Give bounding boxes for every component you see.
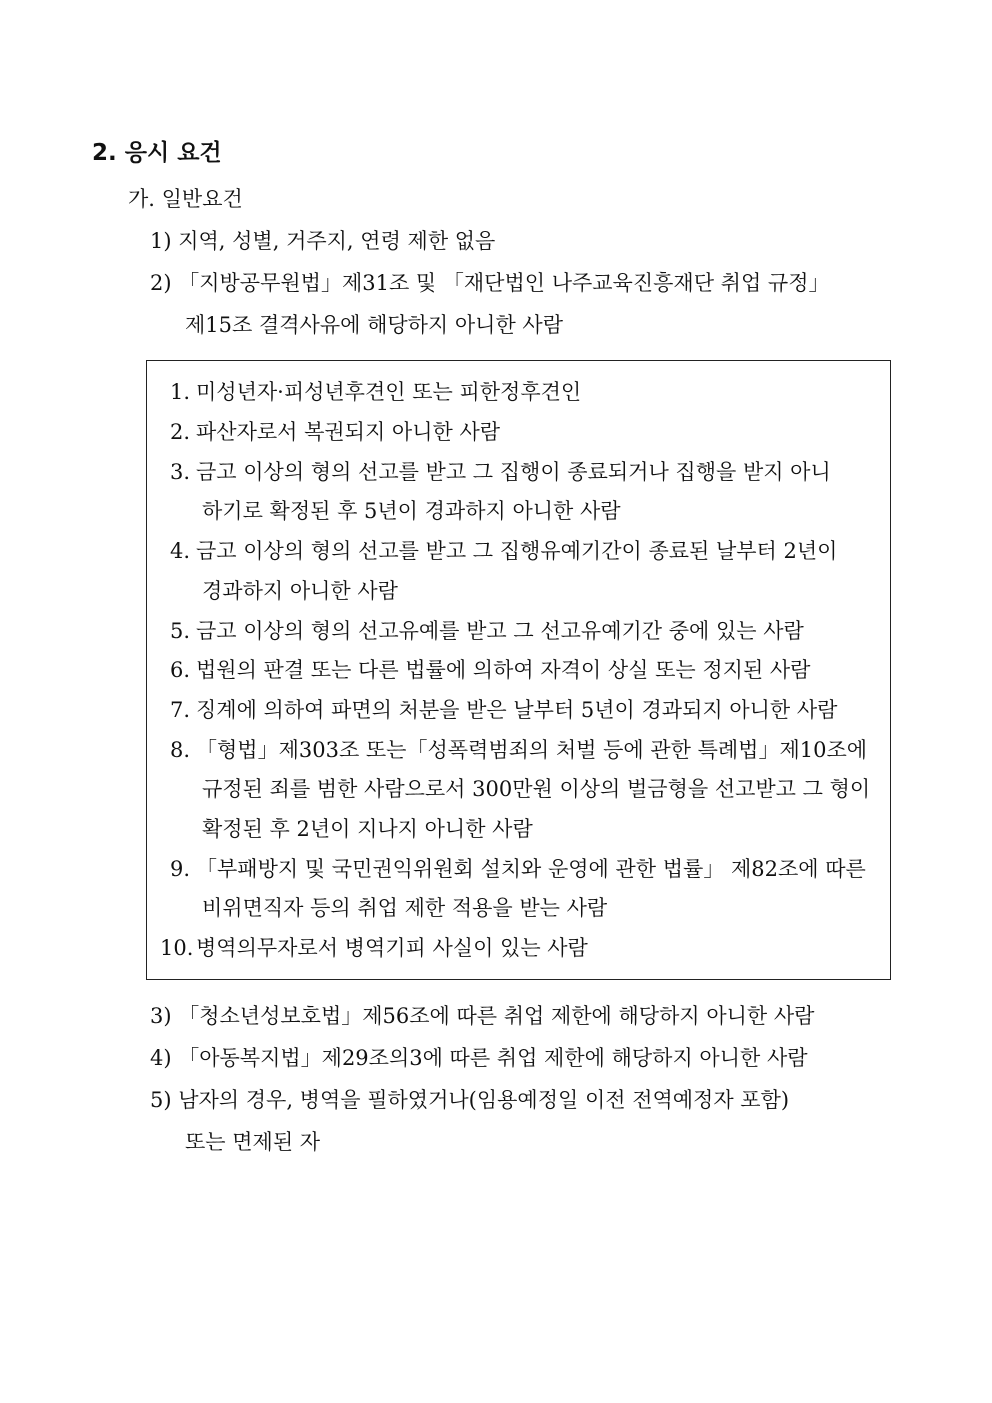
disqualification-number: 9. <box>169 857 190 881</box>
disqualification-number: 2. <box>169 420 190 444</box>
disqualification-text: 법원의 판결 또는 다른 법률에 의하여 자격이 상실 또는 정지된 사람 <box>196 658 811 682</box>
disqualification-text: 금고 이상의 형의 선고를 받고 그 집행유예기간이 종료된 날부터 2년이 <box>196 539 838 563</box>
disqualification-number: 10. <box>160 936 194 960</box>
disqualification-10 <box>160 934 588 962</box>
disqualification-text: 미성년자·피성년후견인 또는 피한정후견인 <box>196 380 582 404</box>
requirement-item-2-line-2: 제15조 결격사유에 해당하지 아니한 사람 <box>185 313 563 337</box>
disqualification-text: 징계에 의하여 파면의 처분을 받은 날부터 5년이 경과되지 아니한 사람 <box>196 698 838 722</box>
disqualification-8-continuation-1: 규정된 죄를 범한 사람으로서 300만원 이상의 벌금형을 선고받고 그 형이 <box>202 777 871 801</box>
disqualification-text: 「형법」제303조 또는「성폭력범죄의 처벌 등에 관한 특례법」제10조에 <box>196 738 868 762</box>
disqualification-7 <box>160 696 837 724</box>
disqualification-3 <box>160 458 831 486</box>
disqualification-text: 병역의무자로서 병역기피 사실이 있는 사람 <box>196 936 588 960</box>
requirement-item-5-line-2: 또는 면제된 자 <box>185 1130 321 1154</box>
disqualification-8 <box>160 736 867 764</box>
disqualification-9 <box>160 855 866 883</box>
section-subtitle: 가. 일반요건 <box>128 187 243 211</box>
disqualification-2 <box>160 418 500 446</box>
disqualification-number: 1. <box>169 380 190 404</box>
disqualification-number: 7. <box>169 698 190 722</box>
disqualification-number: 3. <box>169 460 190 484</box>
disqualification-text: 「부패방지 및 국민권익위원회 설치와 운영에 관한 법률」 제82조에 따른 <box>196 857 866 881</box>
disqualification-number: 5. <box>169 619 190 643</box>
requirement-item-1: 1) 지역, 성별, 거주지, 연령 제한 없음 <box>150 229 496 253</box>
disqualification-4-continuation: 경과하지 아니한 사람 <box>202 579 398 603</box>
disqualification-9-continuation: 비위면직자 등의 취업 제한 적용을 받는 사람 <box>202 896 608 920</box>
requirement-item-3: 3) 「청소년성보호법」제56조에 따른 취업 제한에 해당하지 아니한 사람 <box>150 1004 815 1028</box>
disqualification-number: 6. <box>169 658 190 682</box>
disqualification-text: 금고 이상의 형의 선고유예를 받고 그 선고유예기간 중에 있는 사람 <box>196 619 804 643</box>
requirement-item-2-line-1: 2) 「지방공무원법」제31조 및 「재단법인 나주교육진흥재단 취업 규정」 <box>150 271 830 295</box>
disqualification-8-continuation-2: 확정된 후 2년이 지나지 아니한 사람 <box>202 817 533 841</box>
disqualification-1 <box>160 378 581 406</box>
disqualification-4 <box>160 537 837 565</box>
disqualification-number: 4. <box>169 539 190 563</box>
disqualification-number: 8. <box>169 738 190 762</box>
section-title: 2. 응시 요건 <box>92 140 222 166</box>
disqualification-text: 파산자로서 복권되지 아니한 사람 <box>196 420 501 444</box>
disqualification-5 <box>160 617 804 645</box>
disqualification-text: 금고 이상의 형의 선고를 받고 그 집행이 종료되거나 집행을 받지 아니 <box>196 460 831 484</box>
requirement-item-5-line-1: 5) 남자의 경우, 병역을 필하였거나(임용예정일 이전 전역예정자 포함) <box>150 1088 790 1112</box>
disqualification-3-continuation: 하기로 확정된 후 5년이 경과하지 아니한 사람 <box>202 499 621 523</box>
requirement-item-4: 4) 「아동복지법」제29조의3에 따른 취업 제한에 해당하지 아니한 사람 <box>150 1046 808 1070</box>
disqualification-6 <box>160 656 810 684</box>
